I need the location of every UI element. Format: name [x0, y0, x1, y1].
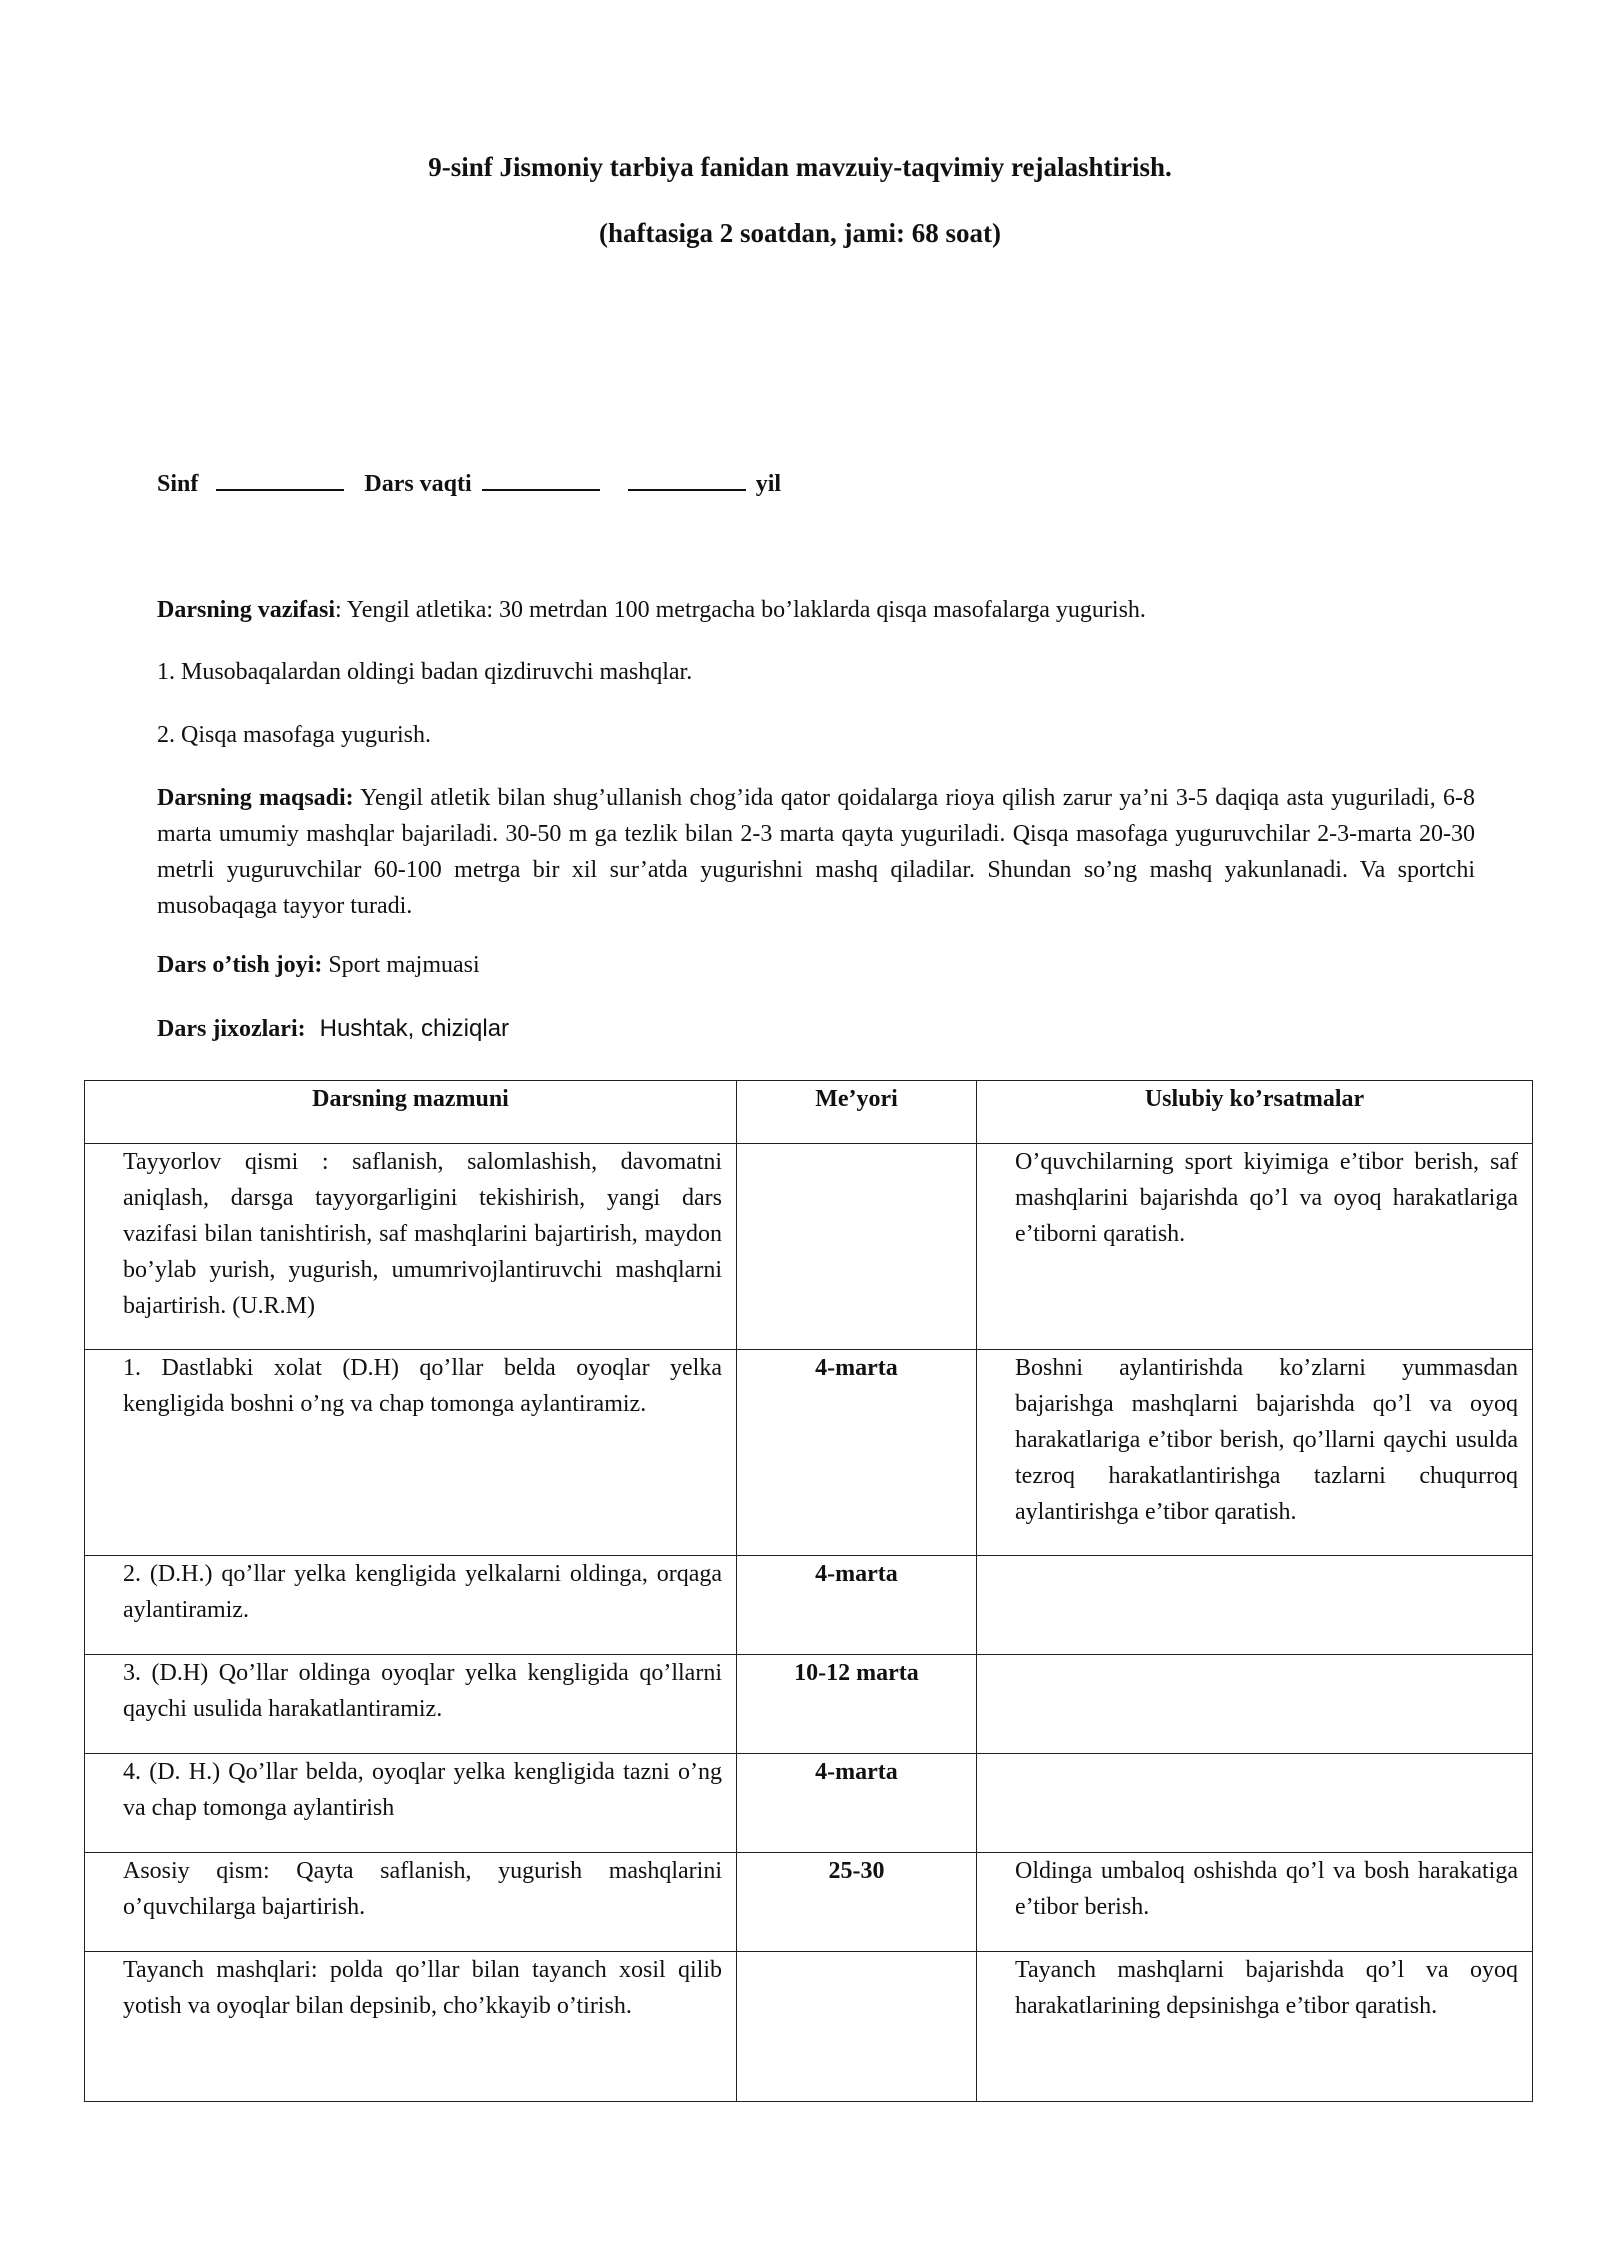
jixoz-line: [157, 1011, 509, 1047]
row-content: 2. (D.H.) qo’llar yelka kengligida yelkalarni oldinga, orqaga aylantiramiz.: [85, 1556, 737, 1655]
sinf-label: Sinf: [157, 471, 199, 497]
row-norm: 4-marta: [737, 1556, 977, 1655]
header-notes: Uslubiy ko’rsatmalar: [977, 1081, 1533, 1144]
jixoz-label: Dars jixozlari:: [157, 1016, 306, 1042]
vazifa-label: Darsning vazifasi: [157, 597, 336, 623]
vazifa-text: : Yengil atletika: 30 metrdan 100 metrgacha bo’laklarda qisqa masofalarga yugurish.: [335, 597, 1146, 623]
row-notes: [977, 1556, 1533, 1655]
row-notes: Boshni aylantirishda ko’zlarni yummasdan bajarishga mashqlarni bajarishda qo’l va oyoq harakatlariga e’tibor berish, qo’llarni qaychi usulda tezroq harakatlantirishga tazlarni chuqurroq aylantirishga e’tibor qaratish.: [977, 1350, 1533, 1556]
table-row: [85, 1952, 1533, 2102]
row-content: 4. (D. H.) Qo’llar belda, oyoqlar yelka kengligida tazni o’ng va chap tomonga aylantirish: [85, 1754, 737, 1853]
document-title: 9-sinf Jismoniy tarbiya fanidan mavzuiy-taqvimiy rejalashtirish.: [428, 152, 1172, 182]
vazifa-line: [157, 592, 1146, 628]
joy-label: Dars o’tish joyi:: [157, 952, 323, 978]
table-header-row: [85, 1081, 1533, 1144]
list-item: 2. Qisqa masofaga yugurish.: [157, 722, 431, 748]
sinf-blank: [216, 467, 344, 491]
row-notes: O’quvchilarning sport kiyimiga e’tibor berish, saf mashqlarini bajarishda qo’l va oyoq harakatlariga e’tiborni qaratish.: [977, 1144, 1533, 1350]
table-row: [85, 1754, 1533, 1853]
table-row: [85, 1350, 1533, 1556]
lesson-plan-table: [84, 1080, 1533, 2102]
dars-vaqti-label: Dars vaqti: [364, 471, 472, 497]
maqsad-paragraph: [157, 780, 1475, 924]
table-row: [85, 1144, 1533, 1350]
row-norm: 4-marta: [737, 1350, 977, 1556]
dars-vaqti-blank: [482, 467, 600, 491]
yil-blank: [628, 467, 746, 491]
row-notes: Tayanch mashqlarni bajarishda qo’l va oyoq harakatlarining depsinishga e’tibor qaratish.: [977, 1952, 1533, 2102]
row-norm: [737, 1144, 977, 1350]
row-content: 1. Dastlabki xolat (D.H) qo’llar belda oyoqlar yelka kengligida boshni o’ng va chap tomonga aylantiramiz.: [85, 1350, 737, 1556]
row-norm: 4-marta: [737, 1754, 977, 1853]
row-norm: 25-30: [737, 1853, 977, 1952]
row-norm: [737, 1952, 977, 2102]
table-row: [85, 1556, 1533, 1655]
form-line: [157, 466, 781, 502]
table-row: [85, 1853, 1533, 1952]
document-subtitle: (haftasiga 2 soatdan, jami: 68 soat): [599, 218, 1001, 248]
row-content: Asosiy qism: Qayta saflanish, yugurish mashqlarini o’quvchilarga bajartirish.: [85, 1853, 737, 1952]
yil-label: yil: [755, 471, 782, 497]
header-content: Darsning mazmuni: [85, 1081, 737, 1144]
jixoz-text: Hushtak, chiziqlar: [319, 1015, 510, 1042]
row-norm: 10-12 marta: [737, 1655, 977, 1754]
header-norm: Me’yori: [737, 1081, 977, 1144]
row-notes: [977, 1754, 1533, 1853]
list-item: 1. Musobaqalardan oldingi badan qizdiruvchi mashqlar.: [157, 659, 693, 685]
row-notes: Oldinga umbaloq oshishda qo’l va bosh harakatiga e’tibor berish.: [977, 1853, 1533, 1952]
maqsad-text: Yengil atletik bilan shug’ullanish chog’ida qator qoidalarga rioya qilish zarur ya’ni 3-5 daqiqa asta yuguriladi, 6-8 marta umumiy mashqlar bajariladi. 30-50 m ga tezlik bilan 2-3 marta qayta yuguriladi. Qisqa masofaga yuguruvchilar 2-3-marta 20-30 metrli yuguruvchilar 60-100 metrga bir xil sur’atda yugurishni mashq qiladilar. Shundan so’ng mashq yakunlanadi. Va sportchi musobaqaga tayyor turadi.: [157, 785, 1476, 919]
row-notes: [977, 1655, 1533, 1754]
joy-line: [157, 947, 480, 983]
joy-text: Sport majmuasi: [322, 952, 480, 978]
row-content: 3. (D.H) Qo’llar oldinga oyoqlar yelka kengligida qo’llarni qaychi usulida harakatlantiramiz.: [85, 1655, 737, 1754]
table-row: [85, 1655, 1533, 1754]
row-content: Tayyorlov qismi : saflanish, salomlashish, davomatni aniqlash, darsga tayyorgarligini tekishirish, yangi dars vazifasi bilan tanishtirish, saf mashqlarini bajartirish, maydon bo’ylab yurish, yugurish, umumrivojlantiruvchi mashqlarni bajartirish. (U.R.M): [85, 1144, 737, 1350]
maqsad-label: Darsning maqsadi:: [157, 785, 354, 811]
row-content: Tayanch mashqlari: polda qo’llar bilan tayanch xosil qilib yotish va oyoqlar bilan depsinib, cho’kkayib o’tirish.: [85, 1952, 737, 2102]
